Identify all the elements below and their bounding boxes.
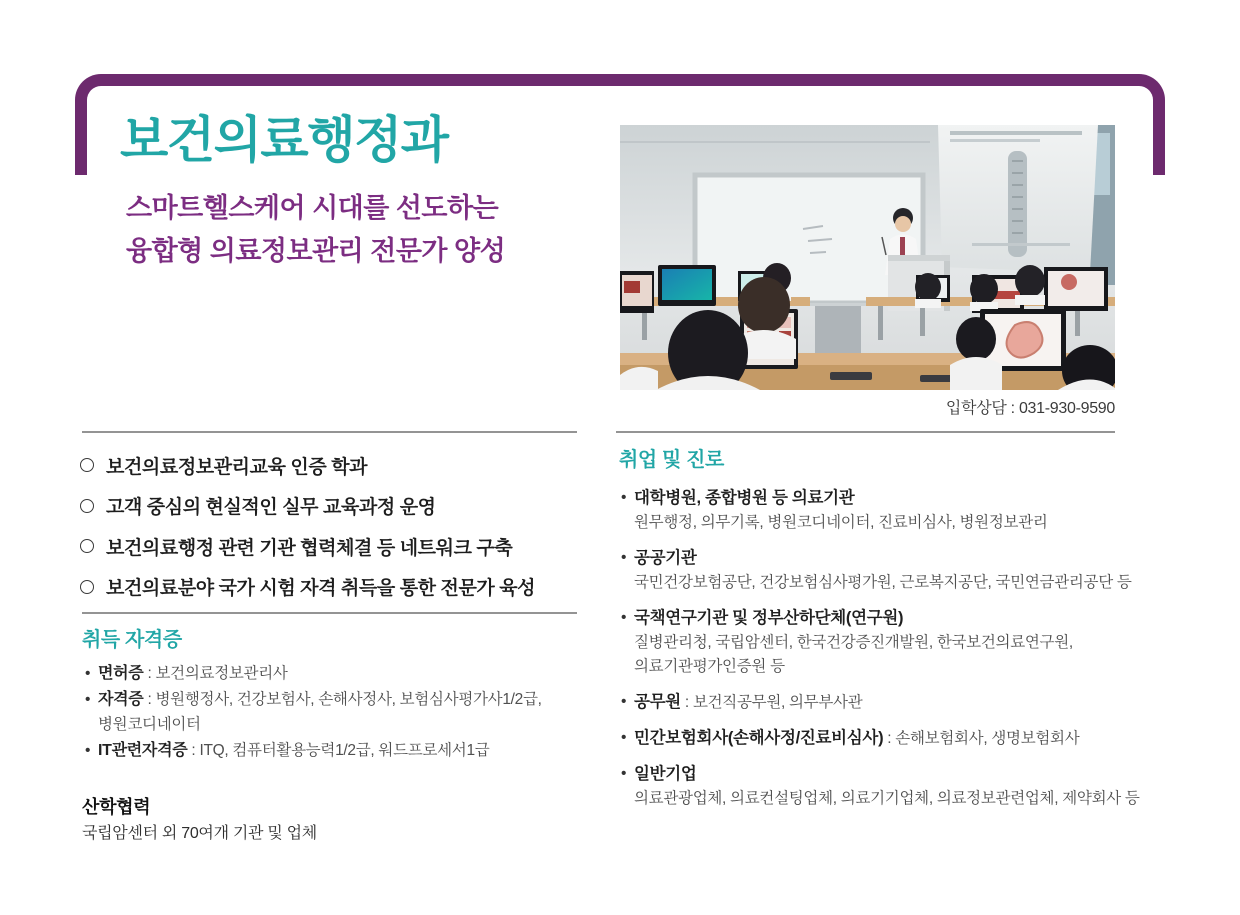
certification-label: 자격증	[98, 690, 144, 708]
label-separator: :	[680, 694, 693, 711]
career-item-research-institutes	[621, 606, 1140, 679]
feature-list	[80, 445, 535, 607]
career-item-title: 일반기업	[634, 765, 697, 783]
label-separator: :	[883, 730, 896, 747]
certification-item	[85, 661, 542, 687]
bullet-dot-icon: •	[85, 690, 91, 708]
subtitle-line-2: 융합형 의료정보관리 전문가 양성	[126, 236, 506, 266]
feature-item	[80, 486, 535, 527]
career-item-title: 대학병원, 종합병원 등 의료기관	[634, 489, 855, 507]
windows-desktop-screen	[662, 269, 712, 300]
cooperation-detail: 국립암센터 외 70여개 기관 및 업체	[82, 825, 317, 842]
career-item-hospitals	[621, 486, 1140, 535]
certification-value-wrap: 병원코디네이터	[98, 716, 201, 733]
circle-bullet-icon	[80, 499, 94, 513]
career-item-detail: 국민건강보험공단, 건강보험심사평가원, 근로복지공단, 국민연금관리공단 등	[634, 574, 1132, 591]
page-title: 보건의료행정과	[120, 112, 448, 168]
career-item-detail: 원무행정, 의무기록, 병원코디네이터, 진료비심사, 병원정보관리	[634, 514, 1048, 531]
bullet-dot-icon: •	[621, 729, 627, 746]
label-separator: :	[187, 741, 200, 759]
career-item-public-institutions	[621, 546, 1140, 595]
instructor-tie	[900, 237, 905, 255]
career-heading: 취업 및 진로	[619, 449, 724, 471]
career-item-title: 국책연구기관 및 정부산하단체(연구원)	[634, 609, 904, 627]
certification-value: 병원행정사, 건강보험사, 손해사정사, 보험심사평가사1/2급,	[155, 690, 542, 708]
career-item-detail: 질병관리청, 국립암센터, 한국건강증진개발원, 한국보건의료연구원,	[634, 634, 1073, 651]
career-item-detail-inline: 손해보험회사, 생명보험회사	[895, 730, 1080, 747]
bullet-dot-icon: •	[85, 665, 91, 682]
feature-text: 보건의료정보관리교육 인증 학과	[106, 456, 368, 478]
bullet-dot-icon: •	[621, 609, 627, 626]
certification-label: IT관련자격증	[98, 741, 188, 759]
feature-text: 보건의료분야 국가 시험 자격 취득을 통한 전문가 육성	[106, 578, 536, 600]
divider-right-top	[616, 431, 1115, 433]
bullet-dot-icon: •	[621, 549, 627, 566]
admission-contact: 입학상담 : 031-930-9590	[945, 400, 1115, 417]
xray-spine-image	[1008, 151, 1027, 257]
instructor-face	[895, 216, 911, 232]
certification-value: 보건의료정보관리사	[155, 665, 288, 682]
label-separator: :	[143, 690, 156, 708]
career-list	[621, 486, 1140, 822]
circle-bullet-icon	[80, 458, 94, 472]
circle-bullet-icon	[80, 580, 94, 594]
bullet-dot-icon: •	[621, 489, 627, 506]
subtitle-line-1: 스마트헬스케어 시대를 선도하는	[126, 193, 499, 223]
bullet-dot-icon: •	[621, 765, 627, 782]
cooperation-heading: 산학협력	[82, 797, 151, 817]
career-item-private-insurance	[621, 726, 1140, 751]
feature-item	[80, 445, 535, 486]
label-separator: :	[143, 665, 156, 682]
divider-left-top	[82, 431, 577, 433]
career-item-detail-inline: 보건직공무원, 의무부사관	[692, 694, 863, 711]
career-item-title: 공공기관	[634, 549, 697, 567]
bullet-dot-icon: •	[621, 693, 627, 710]
classroom-photo	[620, 125, 1115, 390]
circle-bullet-icon	[80, 539, 94, 553]
classroom-photo-illustration	[620, 125, 1115, 390]
certifications-heading: 취득 자격증	[82, 629, 182, 651]
certification-value: ITQ, 컴퓨터활용능력1/2급, 워드프로세서1급	[199, 741, 490, 759]
keyboard	[830, 372, 872, 380]
feature-text: 보건의료행정 관련 기관 협력체결 등 네트워크 구축	[106, 537, 513, 559]
page-subtitle	[126, 187, 505, 273]
ceiling-line	[620, 141, 930, 143]
projection-screen	[938, 125, 1098, 273]
career-item-detail: 의료기관평가인증원 등	[634, 658, 785, 675]
feature-item	[80, 567, 535, 608]
feature-item	[80, 526, 535, 567]
certification-item	[85, 738, 542, 764]
certification-list	[85, 661, 542, 763]
career-item-title: 공무원	[634, 693, 681, 711]
bullet-dot-icon: •	[85, 741, 91, 759]
career-item-general-companies	[621, 762, 1140, 811]
career-item-title: 민간보험회사(손해사정/진료비심사)	[634, 729, 884, 747]
divider-left-bottom	[82, 612, 577, 614]
career-item-civil-servant	[621, 690, 1140, 715]
certification-label: 면허증	[98, 665, 144, 682]
feature-text: 고객 중심의 현실적인 실무 교육과정 운영	[106, 497, 436, 519]
career-item-detail: 의료관광업체, 의료컨설팅업체, 의료기기업체, 의료정보관련업체, 제약회사 등	[634, 790, 1140, 807]
certification-item	[85, 687, 542, 738]
